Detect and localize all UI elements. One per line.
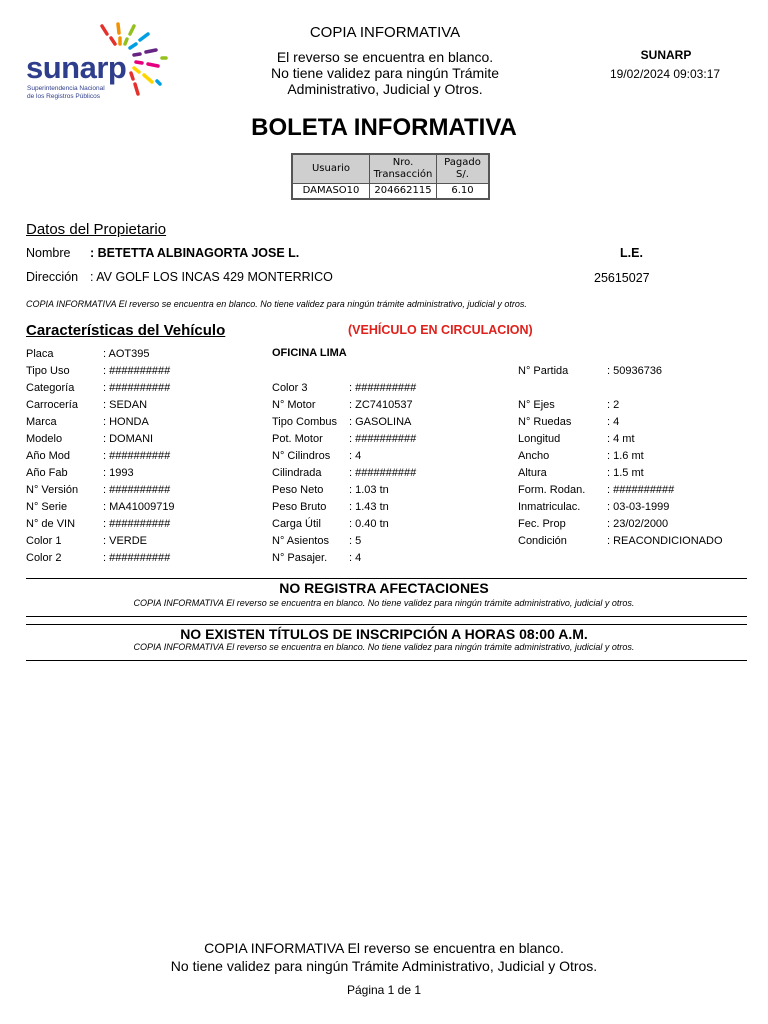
table-row xyxy=(292,184,489,200)
vehicle-field-value: : REACONDICIONADO xyxy=(607,535,723,547)
vehicle-section-title: Características del Vehículo xyxy=(26,322,226,339)
divider xyxy=(26,578,747,579)
cell-usuario: DAMASO10 xyxy=(292,184,370,200)
vehicle-field-label: Tipo Combus xyxy=(272,416,338,428)
table-header-row xyxy=(292,154,489,184)
vehicle-field-label: Carga Útil xyxy=(272,518,321,530)
vehicle-field-label: Marca xyxy=(26,416,57,428)
office-label: OFICINA LIMA xyxy=(272,347,347,359)
vehicle-field-value: : GASOLINA xyxy=(349,416,412,428)
vehicle-field-value: : 1.03 tn xyxy=(349,484,389,496)
vehicle-field-label: Tipo Uso xyxy=(26,365,70,377)
vehicle-field-label: Placa xyxy=(26,348,54,360)
vehicle-field-label: Cilindrada xyxy=(272,467,322,479)
vehicle-field-value: : 1.43 tn xyxy=(349,501,389,513)
cell-transaccion: 204662115 xyxy=(370,184,437,200)
le-label: L.E. xyxy=(620,246,643,260)
header-pagado: Pagado S/. xyxy=(437,154,490,184)
vehicle-field-value: : 4 xyxy=(607,416,620,428)
vehicle-field-value: : ########## xyxy=(103,484,171,496)
vehicle-field-label: N° Pasajer. xyxy=(272,552,328,564)
vehicle-field-value: : ZC7410537 xyxy=(349,399,413,411)
vehicle-status: (VEHÍCULO EN CIRCULACION) xyxy=(348,323,533,337)
vehicle-field-value: : SEDAN xyxy=(103,399,148,411)
vehicle-field-label: Año Mod xyxy=(26,450,71,462)
vehicle-field-label: Color 2 xyxy=(26,552,62,564)
vehicle-field-value: : 1993 xyxy=(103,467,134,479)
vehicle-field-value: : 23/02/2000 xyxy=(607,518,669,530)
vehicle-field-label: Fec. Prop xyxy=(518,518,566,530)
vehicle-field-label: N° Ejes xyxy=(518,399,555,411)
header-notice: El reverso se encuentra en blanco. No tiene validez para ningún Trámite Administrativo, Judicial y Otros. xyxy=(270,49,500,97)
logo-wordmark: sunarp xyxy=(26,50,127,85)
owner-section-title: Datos del Propietario xyxy=(26,221,167,238)
vehicle-field-label: Categoría xyxy=(26,382,75,394)
divider xyxy=(26,624,747,625)
owner-disclaimer: COPIA INFORMATIVA El reverso se encuentra en blanco. No tiene validez para ningún trámite administrativo, judicial y otros. xyxy=(26,299,527,309)
vehicle-field-value: : ########## xyxy=(349,433,417,445)
vehicle-field-value: : 03-03-1999 xyxy=(607,501,670,513)
vehicle-field-label: Carrocería xyxy=(26,399,78,411)
titulos-title: NO EXISTEN TÍTULOS DE INSCRIPCIÓN A HORAS 08:00 A.M. xyxy=(180,626,588,642)
vehicle-field-value: : ########## xyxy=(607,484,675,496)
owner-name-label: Nombre xyxy=(26,246,71,260)
transaction-table xyxy=(291,153,490,200)
vehicle-field-value: : 1.5 mt xyxy=(607,467,644,479)
vehicle-field-label: Peso Bruto xyxy=(272,501,327,513)
vehicle-field-value: : ########## xyxy=(103,365,171,377)
issue-datetime: 19/02/2024 09:03:17 xyxy=(609,67,721,81)
vehicle-field-label: Pot. Motor xyxy=(272,433,323,445)
vehicle-field-label: N° Serie xyxy=(26,501,68,513)
vehicle-field-label: Modelo xyxy=(26,433,63,445)
vehicle-field-label: Condición xyxy=(518,535,567,547)
logo-subtitle: Superintendencia Nacional de los Registros Públicos xyxy=(27,85,105,100)
vehicle-field-label: Color 3 xyxy=(272,382,308,394)
vehicle-field-value: : 0.40 tn xyxy=(349,518,389,530)
footer-notice: COPIA INFORMATIVA El reverso se encuentra en blanco. No tiene validez para ningún Trámite Administrativo, Judicial y Otros. xyxy=(170,940,598,974)
vehicle-field-value: : ########## xyxy=(103,450,171,462)
vehicle-field-value: : HONDA xyxy=(103,416,149,428)
vehicle-field-label: Ancho xyxy=(518,450,550,462)
vehicle-field-value: : ########## xyxy=(349,382,417,394)
afectaciones-disclaimer: COPIA INFORMATIVA El reverso se encuentra en blanco. No tiene validez para ningún trámite administrativo, judicial y otros. xyxy=(133,598,635,608)
vehicle-field-label: N° Versión xyxy=(26,484,79,496)
vehicle-field-label: Peso Neto xyxy=(272,484,324,496)
owner-address-label: Dirección xyxy=(26,270,79,284)
cell-pagado: 6.10 xyxy=(437,184,490,200)
owner-address-value: : AV GOLF LOS INCAS 429 MONTERRICO xyxy=(90,270,333,284)
vehicle-field-value: : 2 xyxy=(607,399,620,411)
sunarp-logo xyxy=(22,22,184,112)
vehicle-field-label: Longitud xyxy=(518,433,561,445)
vehicle-field-value: : 4 xyxy=(349,450,362,462)
page-title: BOLETA INFORMATIVA xyxy=(251,114,517,141)
vehicle-field-value: : ########## xyxy=(349,467,417,479)
copy-title: COPIA INFORMATIVA xyxy=(309,24,461,41)
vehicle-field-value: : 4 mt xyxy=(607,433,635,445)
vehicle-field-value: : ########## xyxy=(103,552,171,564)
divider xyxy=(26,616,747,617)
vehicle-field-label: N° Cilindros xyxy=(272,450,331,462)
divider xyxy=(26,660,747,661)
vehicle-field-label: N° Ruedas xyxy=(518,416,572,428)
vehicle-field-label: Año Fab xyxy=(26,467,68,479)
vehicle-field-label: Color 1 xyxy=(26,535,62,547)
vehicle-field-label: N° Motor xyxy=(272,399,316,411)
vehicle-field-label: N° de VIN xyxy=(26,518,76,530)
vehicle-field-value: : MA41009719 xyxy=(103,501,175,513)
vehicle-field-value: : VERDE xyxy=(103,535,148,547)
vehicle-field-value: : 1.6 mt xyxy=(607,450,644,462)
vehicle-field-value: : AOT395 xyxy=(103,348,150,360)
afectaciones-title: NO REGISTRA AFECTACIONES xyxy=(279,580,489,596)
vehicle-field-label: Form. Rodan. xyxy=(518,484,586,496)
vehicle-field-label: Altura xyxy=(518,467,547,479)
vehicle-field-value: : ########## xyxy=(103,382,171,394)
header-transaccion: Nro. Transacción xyxy=(370,154,437,184)
vehicle-field-value: : 4 xyxy=(349,552,362,564)
vehicle-field-value: : DOMANI xyxy=(103,433,154,445)
vehicle-field-label: N° Partida xyxy=(518,365,569,377)
org-label: SUNARP xyxy=(640,48,692,62)
vehicle-field-value: : 50936736 xyxy=(607,365,663,377)
owner-name-value: : BETETTA ALBINAGORTA JOSE L. xyxy=(90,246,300,260)
header-usuario: Usuario xyxy=(292,154,370,184)
vehicle-field-label: Inmatriculac. xyxy=(518,501,581,513)
le-value: 25615027 xyxy=(594,271,650,285)
vehicle-field-label: N° Asientos xyxy=(272,535,329,547)
vehicle-field-value: : 5 xyxy=(349,535,362,547)
vehicle-field-value: : ########## xyxy=(103,518,171,530)
titulos-disclaimer: COPIA INFORMATIVA El reverso se encuentra en blanco. No tiene validez para ningún trámite administrativo, judicial y otros. xyxy=(133,642,635,652)
page-number: Página 1 de 1 xyxy=(346,983,422,997)
